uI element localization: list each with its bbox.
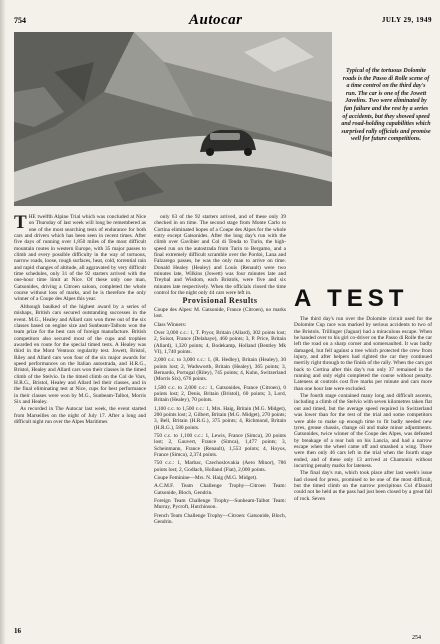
result-line: 750 c.c. to 1,100 c.c.: 1, Lewis, France (Simca), 20 points lost; 2, Gauvert, France (Simca), 1,477 points; 3, Scheinmann, France (Renault), 1,553 points; 4, Hoyos, France (Simca), 2,374 points. (154, 433, 286, 459)
continued-marker: 254 (412, 635, 421, 641)
article-column-3 (294, 316, 432, 503)
drop-cap: T (14, 212, 27, 233)
article-title: A TEST (294, 285, 409, 312)
page-gutter-shadow (0, 0, 6, 644)
result-line: Foreign Team Challenge Trophy—Sunbeam-Talbot Team: Murray, Pycroft, Hutchinson. (154, 498, 286, 511)
page-folio: 16 (14, 627, 21, 635)
article-paragraph: The third day's run over the Dolomite circuit used for the Dolomite Cup race was marked by serious accidents to two of the Bristols. Trillinger (Jaguar) had a miraculous escape. When he handed over to his girl co-driver on the Passo di Rolle the car left the road on a sharp corner and somersaulted. It was badly damaged, but fell against a tree which protected the crew from injury, and after helpers had righted the car they continued merrily right through to the finish of the rally. When the cars got back to Cortina after this day's run only 37 remained in the running and only eight completed the course without penalty. Lateness at controls cost five marks per minute and cars more than one hour late were excluded. (294, 316, 432, 392)
article-paragraph: THE twelfth Alpine Trial which was concluded at Nice on Thursday of last week will long be remembered as one of the most searching tests of endurance for both cars and drivers which has been seen in recent times. After five days of running over 1,850 miles of the most difficult mountain routes in western Europe, with 35 major passes to climb and every possible difficulty in the way of tortuous, narrow roads, loose, rough surfaces, heat, cold, torrential rain and rapid changes of altitude, all aggravated by very difficult time schedules, only 31 of the 92 starters arrived with the one-hour time limit at Nice. Of these only one man, Gatsonides, driving a Citroen saloon, completed the whole course without loss of marks, and he is therefore the only winner of a Coupe des Alpes this year. (14, 212, 146, 303)
photo-caption: Typical of the tortuous Dolomite roads is the Passo di Rolle scene of a time control on the third day's run. The car is one of the Jowett Javelins. Two were eliminated by fan failure and the rest by a series of accidents, but they showed speed and road-holding capabilities which surprised rally officials and promise well for future competitions. (341, 68, 431, 143)
result-line: Over 3,000 c.c.: 1, T. Pryor, Britain (Allard), 302 points lost; 2, Soisot, France (Delahaye), 460 points; 3, P. Price, Britain (Allard), 1,320 points; 4, Bodekamp, Holland (Bentley Mk VI), 1,740 points. (154, 329, 286, 355)
article-paragraph: The final day's run, which took place after last week's issue had closed for press, promised to be one of the most difficult, but the timed climb on the narrow precipitous Col d'Izoard could not be held as the pass had just been closed by a great fall of rock. Seven (294, 470, 432, 502)
article-paragraph: As recorded in The Autocar last week, the event started from Marseilles on the night of July 17. After a long and difficult night run over the Alpes Maritimes (14, 406, 146, 425)
results-heading: Provisional Results (182, 296, 258, 306)
article-paragraph: Although baulked of the highest award by a series of mishaps, British cars secured outstanding successes in the event. M.G., Healey and Allard cars won three out of the six classes based on engine size and Sunbeam-Talbots won the team prize for the best cars of foreign manufacture. British competitors also secured most of the cups and trophies awarded en route for the special timed tests. A Healey was third in the Mont Ventoux regularity test. Jowett, Bristol, Riley and Allard cars won four of the six major awards for speed performances on the Italian autostrada, and H.R.G., Bristol, Healey and Allard cars won their classes in the timed climb of the Stelvio. In the timed climb on the Col de Vars, H.R.G., Bristol, Healey and Allard led their classes, and in the final eliminating test at Nice, cups for best performance in their classes were won by M.G., Sunbeam-Talbot, Morris Six and Healey. (14, 303, 146, 405)
article-column-1 (14, 214, 146, 426)
result-line: 1,500 c.c. to 2,000 c.c.: 1, Gatsonides, France (Citroen), 0 points lost; 2, Denis, Britain (Bristol), 60 points; 3, Lord, Britain (Healey), 70 points. (154, 384, 286, 404)
article-column-2 (154, 214, 286, 527)
masthead: Autocar (189, 12, 243, 28)
result-line: 2,000 c.c. to 3,000 c.c.: 1, (R. Hedley), Britain (Healey), 30 points lost; 2, Wadsworth, Britain (Healey), 365 points; 3, Bernardo, Portugal (Riley), 745 points; 4, Kuhn, Switzerland (Morris Six), 676 points. (154, 357, 286, 383)
article-paragraph: The fourth stage contained many long and difficult ascents, including a climb of the Stelvio with seven kilometres taken flat out and timed, but the average speed required in Switzerland was lower than for the rest of the trial and some competitors were able to make up enough time to fit badly needed new tyres, grease chassis, change oil and make minor adjustments. Gatsonides, twice winner of the Coupe des Alpes, was defeated by breakage of a rear hub on his Lancia, and had a narrow escape when the wheel came off and smashed a wing. There were then only 46 cars left in the trial when the fourth stage ended, and of these only 13 arrived at Chamonix without incurring penalty marks for lateness. (294, 393, 432, 469)
result-line: Coupe Feminine—Mrs. N. Haig (M.G. Midget). (154, 475, 258, 482)
result-line: Class Winners: (154, 321, 187, 328)
result-line: A.C.M.F. Team Challenge Trophy—Citroen Team: Gatsonide, Bloch, Gendrin. (154, 483, 286, 496)
page-number: 754 (14, 16, 26, 25)
rally-photo (14, 32, 332, 206)
result-line: Coupe des Alpes: M. Gatsonide, France (Citroen), no marks lost. (154, 306, 286, 320)
page-header (14, 12, 432, 32)
result-line: French Team Challenge Trophy—Citroen: Gatsonide, Bloch, Gendrin. (154, 512, 286, 526)
result-line: 1,100 c.c. to 1,500 c.c.: 1, Mrs. Haig, Britain (M.G. Midget), 200 points lost; 2, Gilbert, Britain (M.G. Midget), 270 points; 3, Bell, Britain (H.R.G.), 375 points; 4, Richmond, Britain (H.R.G.), 580 points. (154, 405, 286, 431)
issue-date: JULY 29, 1949 (381, 16, 432, 24)
article-paragraph: only 63 of the 92 starters arrived, and of these only 39 checked in on time. The second stage from Monte Carlo to Cortina eliminated hopes of a Coupe des Alpes for the whole entry except Gatsonides. After the long day's run with the climb over Gavibier and Col di Tenda to Turin, the high-speed run on the autostrada from Turin to Bergamo, and a final extremely difficult scramble over the Pordoi, Lana and Falzarego passes, he was the only man to arrive on time. Donald Healey (Healey) and Louis (Renault) were two minutes late, Wilkins (Jowett) was four minutes late and Treybal and Wisdom, each Bristols, were five and six minutes late respectively. When the officials closed the time control for the night only 44 cars were left in. (154, 214, 286, 297)
result-line: 750 c.c.: 1, Marbac, Czechoslovakia (Aero Minor), 786 points lost; 2, Godlach, Holland (Fiat), 2,000 points. (154, 460, 286, 473)
photo-illustration (14, 32, 332, 206)
